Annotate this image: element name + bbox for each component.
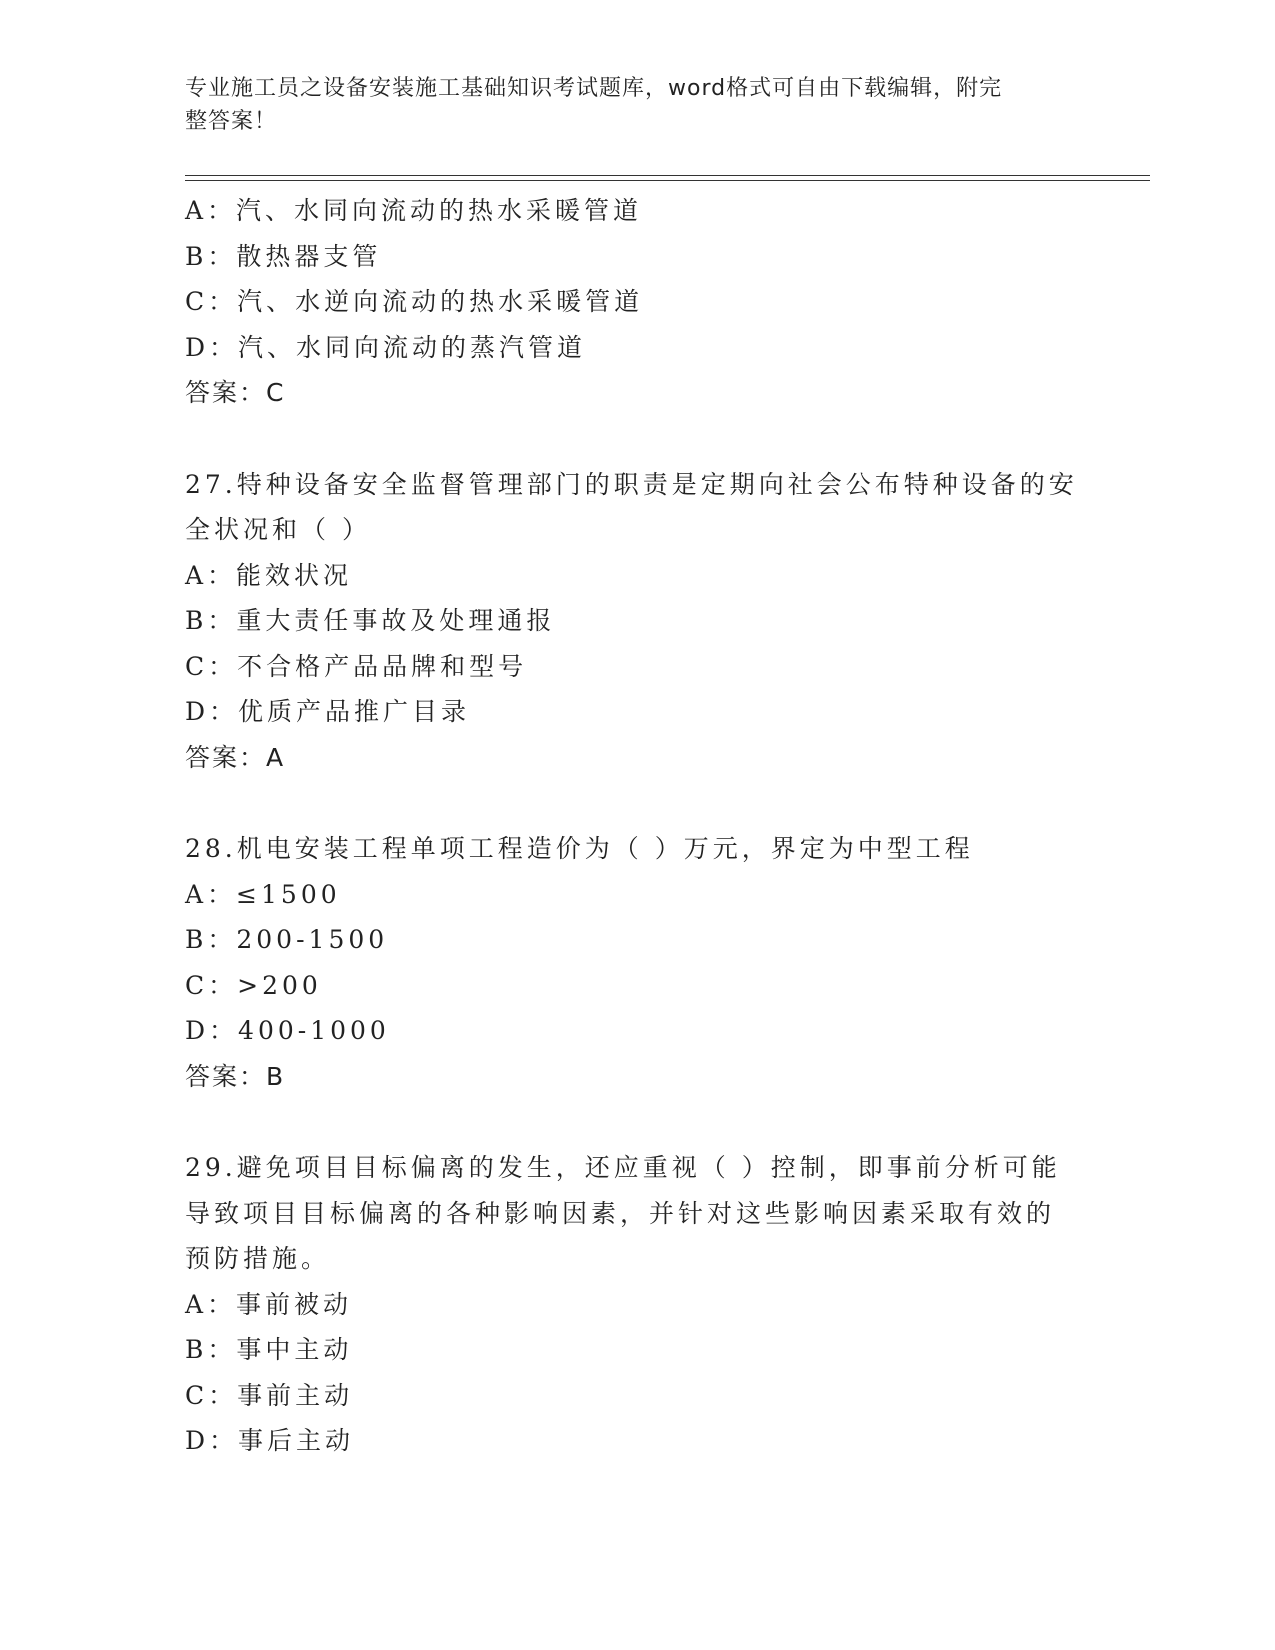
question-text-line: 28.机电安装工程单项工程造价为（ ）万元，界定为中型工程 xyxy=(185,834,974,863)
option-b: B：事中主动 xyxy=(185,1335,353,1364)
answer-line: 答案：C xyxy=(185,378,286,407)
option-d: D：优质产品推广目录 xyxy=(185,697,471,726)
option-d: D：400-1000 xyxy=(185,1016,390,1045)
question-list xyxy=(185,188,1085,1464)
question-text-line: 预防措施。 xyxy=(185,1244,331,1273)
question-text-line: 导致项目目标偏离的各种影响因素，并针对这些影响因素采取有效的 xyxy=(185,1198,1056,1228)
answer-line: 答案：A xyxy=(185,742,286,772)
question-text-line: 29.避免项目目标偏离的发生，还应重视（ ）控制，即事前分析可能 xyxy=(185,1153,1061,1182)
option-c: C：不合格产品品牌和型号 xyxy=(185,651,528,681)
option-c: C：事前主动 xyxy=(185,1380,354,1410)
header-divider-bottom xyxy=(185,180,1150,181)
header-divider-top xyxy=(185,175,1150,176)
question-block-29 xyxy=(185,1145,1085,1464)
option-d: D：事后主动 xyxy=(185,1426,355,1455)
document-header xyxy=(185,72,1065,138)
option-c: C：>200 xyxy=(185,970,322,1000)
header-line-1: 专业施工员之设备安装施工基础知识考试题库，word格式可自由下载编辑，附完 xyxy=(185,76,1003,101)
question-text-line: 27.特种设备安全监督管理部门的职责是定期向社会公布特种设备的安 xyxy=(185,469,1078,499)
header-line-2: 整答案！ xyxy=(185,109,278,134)
question-block-27 xyxy=(185,462,1085,781)
option-a: A：事前被动 xyxy=(185,1289,353,1319)
option-b: B：200-1500 xyxy=(185,925,389,954)
question-block-28 xyxy=(185,826,1085,1099)
option-d: D：汽、水同向流动的蒸汽管道 xyxy=(185,332,587,362)
option-a: A：能效状况 xyxy=(185,560,353,590)
option-b: B：重大责任事故及处理通报 xyxy=(185,606,556,635)
option-a: A：汽、水同向流动的热水采暖管道 xyxy=(185,196,643,225)
answer-line: 答案：B xyxy=(185,1061,286,1091)
question-text-line: 全状况和（ ） xyxy=(185,515,371,544)
question-block-26 xyxy=(185,188,1085,416)
option-c: C：汽、水逆向流动的热水采暖管道 xyxy=(185,287,644,316)
option-b: B：散热器支管 xyxy=(185,241,382,271)
option-a: A：≤1500 xyxy=(185,879,341,909)
